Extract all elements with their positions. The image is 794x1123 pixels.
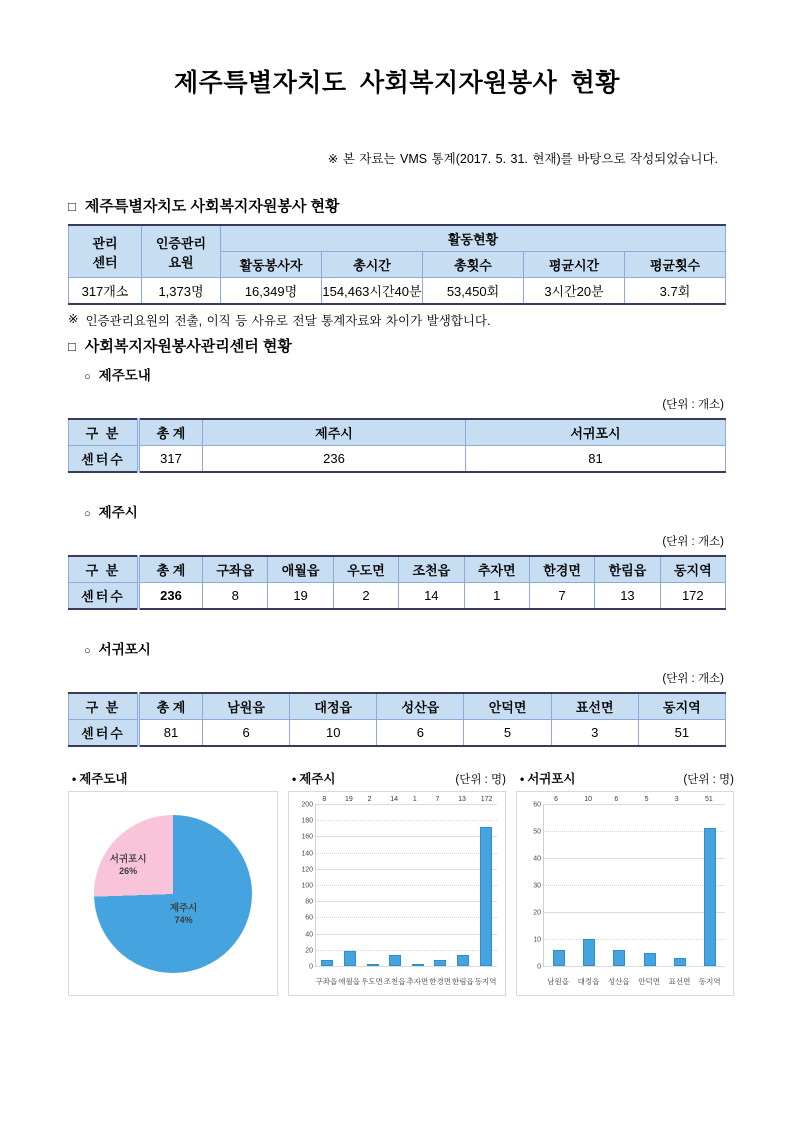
y-axis-tick: 0: [309, 963, 313, 971]
jejusi-table-head: [69, 556, 726, 583]
chart-jejusi-plot: [301, 796, 497, 971]
cell-avg-counts: 3.7회: [625, 278, 726, 305]
bar: [644, 796, 656, 967]
reference-mark-icon: ※: [68, 312, 79, 326]
col-header-aewoleup: 애월읍: [268, 556, 333, 583]
bar: [457, 796, 469, 966]
subsection-heading-jejusi: [68, 501, 726, 521]
bar: [613, 796, 625, 966]
y-axis-tick: 20: [305, 947, 313, 955]
bar: [412, 796, 424, 966]
bar-value-label: 8: [322, 796, 327, 803]
subsection-heading-jejudo-label: 제주도내: [98, 368, 151, 383]
unit-label-jejusi: (단위 : 개소): [662, 536, 724, 548]
col-header-center: [69, 225, 142, 278]
col-header-hallimeup: 한림읍: [595, 556, 660, 583]
x-axis-tick: 애월읍: [338, 977, 360, 986]
pie-slice-pct-seogwiposi: 26%: [119, 866, 138, 877]
cell-seogwiposi-total: 81: [139, 720, 203, 747]
y-axis-tick: 0: [537, 963, 541, 971]
y-axis-tick: 80: [305, 898, 313, 906]
pie-slice-name-seogwiposi: 서귀포시: [109, 854, 147, 865]
chart-seogwiposi-plot: [533, 796, 725, 971]
bar-column: [429, 796, 452, 966]
table-row: [69, 583, 726, 610]
col-header-center-line1: 관리: [92, 235, 118, 251]
col-header-jocheoneup: 조천읍: [399, 556, 464, 583]
bar-column: [407, 796, 430, 966]
jejudo-table-head: [69, 419, 726, 446]
cell-jejudo-jejusi: 236: [203, 446, 466, 473]
bar-column: [544, 796, 574, 966]
section-heading-centers-label: 사회복지자원봉사관리센터 현황: [84, 338, 292, 355]
table-row: [69, 419, 726, 446]
col-header-seogwiposi: 서귀포시: [466, 419, 726, 446]
col-header-agent-line2: 요원: [168, 254, 194, 270]
col-header-avg-counts: 평균횟수: [625, 252, 726, 278]
x-axis-tick: 한경면: [429, 977, 451, 986]
table-row: [69, 278, 726, 305]
table-row: [69, 225, 726, 252]
cell-seogwiposi-daejeongeup: 10: [290, 720, 377, 747]
bar-column: [604, 796, 634, 966]
cell-seogwiposi-namwoneup: 6: [203, 720, 290, 747]
y-axis-tick: 30: [533, 882, 541, 890]
bar-column: [665, 796, 695, 966]
bar: [553, 796, 565, 966]
col-header-andeokmyeon: 안덕면: [464, 693, 551, 720]
bar-value-label: 51: [704, 796, 713, 803]
cell-seogwiposi-andeokmyeon: 5: [464, 720, 551, 747]
chart-jejudo-pie: [68, 769, 278, 996]
jejusi-table-body: [69, 583, 726, 610]
col-header-center-line2: 센터: [92, 254, 118, 270]
overview-footnote: [68, 311, 726, 329]
chart-seogwiposi-xticks: [543, 976, 725, 987]
cell-jejudo-seogwiposi: 81: [466, 446, 726, 473]
y-axis-tick: 20: [533, 909, 541, 917]
section-heading-overview-label: 제주특별자치도 사회복지자원봉사 현황: [84, 198, 340, 215]
bar-value-label: 13: [458, 796, 466, 803]
overview-table-head: [69, 225, 726, 278]
bar: [321, 796, 333, 966]
cell-avg-hours: 3시간20분: [524, 278, 625, 305]
bar-column: [695, 796, 725, 966]
section-heading-centers: [68, 335, 726, 356]
bar-value-label: 10: [584, 796, 593, 803]
col-header-udomyeon: 우도면: [333, 556, 398, 583]
bar-column: [384, 796, 407, 966]
bar-value-label: 172: [480, 796, 493, 803]
bar-value-label: 7: [435, 796, 440, 803]
overview-footnote-text: 인증관리요원의 전출, 이직 등 사유로 전달 통계자료와 차이가 발생합니다.: [85, 314, 491, 328]
x-axis-tick: 동지역: [698, 977, 721, 986]
cell-agent-count: 1,373명: [142, 278, 221, 305]
x-axis-tick: 우도면: [361, 977, 383, 986]
bar: [344, 796, 356, 966]
page-title: 제주특별자치도 사회복지자원봉사 현황: [174, 69, 620, 97]
col-header-seongsaneup: 성산읍: [377, 693, 464, 720]
x-axis-tick: 동지역: [474, 977, 497, 986]
chart-seogwiposi-bar: [516, 769, 734, 996]
bar: [367, 796, 379, 966]
col-header-chujamyeon: 추자면: [464, 556, 529, 583]
col-header-total: 총 계: [139, 693, 203, 720]
circle-bullet-icon: ○: [84, 508, 91, 520]
x-axis-tick: 대정읍: [577, 977, 600, 986]
col-header-namwoneup: 남원읍: [203, 693, 290, 720]
pie-slice-name-jejusi: 제주시: [169, 902, 198, 914]
col-header-dongjiyeok: 동지역: [660, 556, 725, 583]
bullet-icon: •: [72, 772, 77, 786]
square-bullet-icon: □: [68, 339, 76, 354]
cell-seogwiposi-seongsaneup: 6: [377, 720, 464, 747]
chart-jejusi-xticks: [315, 976, 497, 987]
col-header-activity-group: 활동현황: [221, 225, 726, 252]
col-header-dongjiyeok: 동지역: [638, 693, 725, 720]
row-header-center-count: 센터수: [69, 720, 139, 747]
col-header-gujwaeup: 구좌읍: [203, 556, 268, 583]
bar-column: [361, 796, 384, 966]
y-axis-tick: 200: [301, 801, 313, 809]
bar: [389, 796, 401, 966]
bar: [434, 796, 446, 966]
bar-value-label: 5: [644, 796, 649, 803]
cell-total-counts: 53,450회: [423, 278, 524, 305]
bar: [480, 796, 493, 966]
section-heading-overview: [68, 195, 726, 216]
subsection-heading-jejusi-label: 제주시: [98, 505, 138, 520]
subsection-heading-seogwiposi: [68, 638, 726, 658]
y-axis-tick: 160: [301, 833, 313, 841]
cell-jejusi-jocheoneup: 14: [399, 583, 464, 610]
x-axis-tick: 한림읍: [452, 977, 474, 986]
bar-value-label: 6: [614, 796, 619, 803]
bar: [674, 796, 686, 966]
bar-value-label: 14: [390, 796, 398, 803]
chart-jejusi-frame: [288, 791, 506, 996]
pie-slice-label-seogwiposi: [110, 854, 147, 878]
cell-center-count: 317개소: [69, 278, 142, 305]
jejusi-table: [68, 555, 726, 610]
gridline: [309, 963, 497, 971]
pie-slice-label-jejusi: [170, 903, 198, 927]
bar-column: [452, 796, 475, 966]
cell-jejusi-aewoleup: 19: [268, 583, 333, 610]
bar-column: [474, 796, 497, 966]
y-axis-tick: 100: [301, 882, 313, 890]
bar-value-label: 2: [367, 796, 372, 803]
chart-seogwiposi-title: 서귀포시: [527, 772, 576, 786]
cell-jejusi-udomyeon: 2: [333, 583, 398, 610]
col-header-agent: [142, 225, 221, 278]
cell-jejusi-dongjiyeok: 172: [660, 583, 725, 610]
chart-jejusi-unit: (단위 : 명): [455, 774, 506, 786]
jejudo-table-body: [69, 446, 726, 473]
gridline: [537, 963, 725, 971]
table-row: [69, 446, 726, 473]
cell-jejudo-total: 317: [139, 446, 203, 473]
col-header-avg-hours: 평균시간: [524, 252, 625, 278]
y-axis-tick: 40: [305, 931, 313, 939]
x-axis-tick: 구좌읍: [315, 977, 338, 986]
charts-row: [68, 769, 734, 996]
bullet-icon: •: [520, 772, 525, 786]
source-note: ※ 본 자료는 VMS 통계(2017. 5. 31. 현재)를 바탕으로 작성되었습니다.: [327, 152, 718, 166]
seogwiposi-table: [68, 692, 726, 747]
bar: [704, 796, 716, 966]
col-header-agent-line1: 인증관리: [155, 235, 207, 251]
bar-column: [635, 796, 665, 966]
col-header-hangyeongmyeon: 한경면: [529, 556, 594, 583]
overview-table-body: [69, 278, 726, 305]
bar-column: [339, 796, 362, 966]
chart-seogwiposi-unit: (단위 : 명): [683, 774, 734, 786]
cell-seogwiposi-pyoseonmyeon: 3: [551, 720, 638, 747]
chart-jejudo-frame: [68, 791, 278, 996]
col-header-total-hours: 총시간: [322, 252, 423, 278]
bar-value-label: 1: [412, 796, 417, 803]
bullet-icon: •: [292, 772, 297, 786]
x-axis-tick: 안덕면: [638, 977, 661, 986]
cell-jejusi-total: 236: [139, 583, 203, 610]
x-axis-tick: 표선면: [668, 977, 691, 986]
chart-jejusi-title: 제주시: [299, 772, 336, 786]
bar-series: [316, 796, 497, 966]
bar-column: [574, 796, 604, 966]
y-axis-tick: 10: [533, 936, 541, 944]
unit-label-seogwiposi: (단위 : 개소): [662, 673, 724, 685]
row-header-center-count: 센터수: [69, 583, 139, 610]
overview-table: [68, 224, 726, 305]
x-axis-tick: 추자면: [406, 977, 429, 986]
chart-jejudo-caption: [68, 769, 278, 787]
cell-total-hours: 154,463시간40분: [322, 278, 423, 305]
pie-graphic: [94, 815, 252, 973]
cell-jejusi-hangyeongmyeon: 7: [529, 583, 594, 610]
pie-slice-pct-jejusi: 74%: [174, 915, 193, 926]
cell-jejusi-hallimeup: 13: [595, 583, 660, 610]
y-axis-tick: 140: [301, 850, 313, 858]
table-row: [69, 720, 726, 747]
y-axis-tick: 180: [301, 817, 313, 825]
chart-jejusi-caption: [288, 769, 506, 787]
col-header-division: 구 분: [69, 556, 139, 583]
seogwiposi-table-body: [69, 720, 726, 747]
bar-series: [544, 796, 725, 966]
circle-bullet-icon: ○: [84, 645, 91, 657]
col-header-total: 총 계: [139, 556, 203, 583]
unit-label-jejudo: (단위 : 개소): [662, 399, 724, 411]
y-axis-tick: 50: [533, 828, 541, 836]
bar-value-label: 19: [344, 796, 353, 803]
col-header-total-counts: 총횟수: [423, 252, 524, 278]
col-header-division: 구 분: [69, 419, 139, 446]
square-bullet-icon: □: [68, 199, 76, 214]
y-axis-tick: 120: [301, 866, 313, 874]
seogwiposi-table-head: [69, 693, 726, 720]
col-header-volunteers: 활동봉사자: [221, 252, 322, 278]
cell-jejusi-gujwaeup: 8: [203, 583, 268, 610]
chart-jejusi-bar: [288, 769, 506, 996]
col-header-jejusi: 제주시: [203, 419, 466, 446]
cell-seogwiposi-dongjiyeok: 51: [638, 720, 725, 747]
y-axis-tick: 60: [305, 914, 313, 922]
bar-value-label: 6: [554, 796, 558, 803]
cell-volunteers: 16,349명: [221, 278, 322, 305]
bar-value-label: 3: [674, 796, 679, 803]
y-axis-tick: 40: [533, 855, 541, 863]
subsection-heading-seogwiposi-label: 서귀포시: [98, 642, 151, 657]
col-header-daejeongeup: 대정읍: [290, 693, 377, 720]
col-header-pyoseonmyeon: 표선면: [551, 693, 638, 720]
col-header-total: 총 계: [139, 419, 203, 446]
row-header-center-count: 센터수: [69, 446, 139, 473]
x-axis-tick: 남원읍: [547, 977, 570, 986]
x-axis-tick: 성산읍: [607, 977, 630, 986]
chart-seogwiposi-caption: [516, 769, 734, 787]
jejudo-table: [68, 418, 726, 473]
chart-seogwiposi-frame: [516, 791, 734, 996]
table-row: [69, 693, 726, 720]
cell-jejusi-chujamyeon: 1: [464, 583, 529, 610]
col-header-division: 구 분: [69, 693, 139, 720]
circle-bullet-icon: ○: [84, 371, 91, 383]
bar: [583, 796, 595, 966]
y-axis-tick: 60: [533, 801, 541, 809]
subsection-heading-jejudo: [68, 364, 726, 384]
chart-jejudo-title: 제주도내: [79, 772, 128, 786]
bar-column: [316, 796, 339, 966]
table-row: [69, 556, 726, 583]
x-axis-tick: 조천읍: [383, 977, 406, 986]
